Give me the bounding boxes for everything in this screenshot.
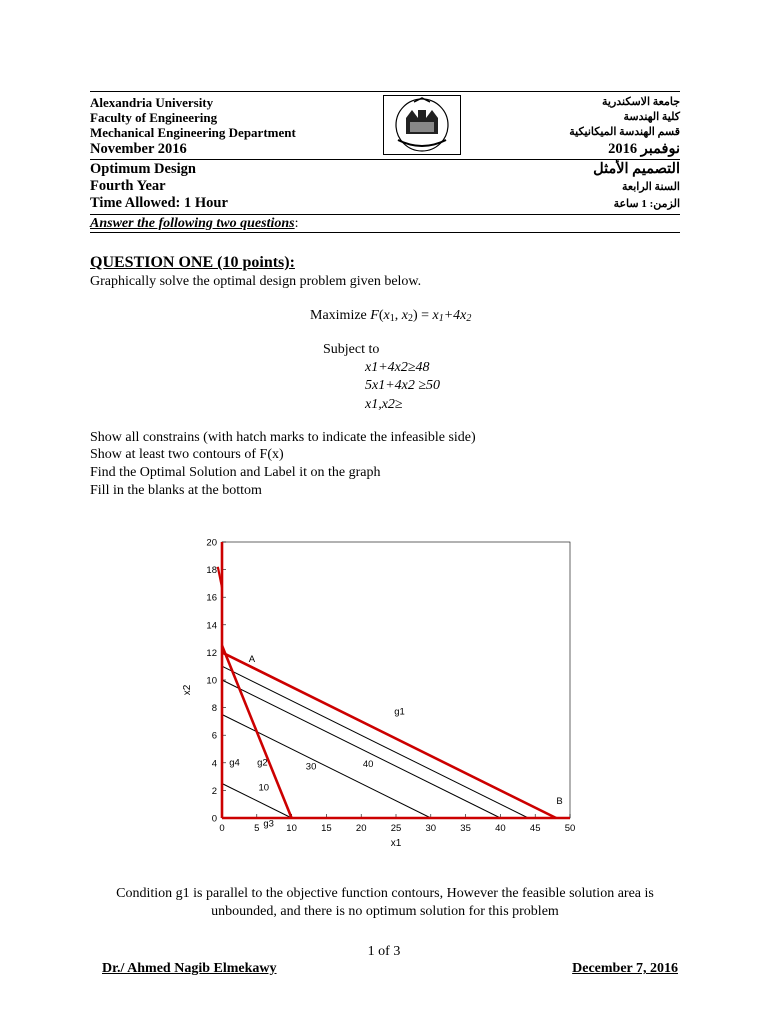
header-faculty: Faculty of Engineering	[90, 110, 218, 125]
contour-line	[222, 666, 528, 818]
conclusion-text: Condition g1 is parallel to the objective function contours, However the feasible solution area is unbounded, and there is no optimum solution for this problem	[116, 886, 654, 919]
y-tick-label: 6	[211, 730, 217, 742]
instructions-colon: :	[294, 216, 299, 231]
instruction-line-4: Fill in the blanks at the bottom	[90, 483, 262, 498]
footer-author: Dr./ Ahmed Nagib Elmekawy	[102, 961, 277, 976]
header-department-ar: قسم الهندسة الميكانيكية	[569, 126, 680, 138]
university-logo	[383, 95, 461, 155]
header-university-ar: جامعة الاسكندرية	[602, 96, 680, 108]
y-tick-label: 12	[206, 647, 217, 659]
chart-annotation-B: B	[556, 796, 563, 808]
header-year: Fourth Year	[90, 178, 166, 194]
header-bottom-rule	[90, 214, 680, 215]
subject-to: Subject to	[323, 342, 380, 357]
objective-contours	[222, 666, 528, 818]
chart-annotation-g1: g1	[394, 706, 405, 718]
chart-annotation-g2: g2	[257, 757, 268, 769]
header-top-rule	[90, 91, 680, 92]
x-tick-label: 35	[460, 823, 471, 834]
header-department: Mechanical Engineering Department	[90, 125, 296, 140]
x-tick-label: 5	[254, 823, 260, 834]
header-course: Optimum Design	[90, 161, 196, 177]
university-seal-icon	[384, 96, 460, 154]
chart-annotation-40: 40	[362, 758, 374, 770]
header-university: Alexandria University	[90, 95, 214, 110]
x-axis-label: x1	[390, 838, 402, 849]
x-tick-label: 20	[355, 823, 367, 834]
contour-line	[222, 715, 431, 819]
lp-graph	[170, 530, 600, 870]
chart-annotation-30: 30	[305, 761, 317, 773]
constraint-g1	[222, 652, 556, 818]
constraint-3: x1,x2≥	[365, 397, 403, 412]
footer-date: December 7, 2016	[572, 961, 678, 976]
header-date-ar: نوفمبر 2016	[608, 141, 680, 157]
instruction-line-3: Find the Optimal Solution and Label it on the graph	[90, 465, 381, 480]
chart-annotation-10: 10	[258, 782, 270, 794]
header-year-ar: السنة الرابعة	[622, 181, 680, 193]
chart-annotation-g3: g3	[263, 818, 274, 830]
header-date: November 2016	[90, 141, 187, 157]
header-mid-rule	[90, 159, 680, 160]
objective-prefix: Maximize	[310, 308, 371, 323]
header-faculty-ar: كلية الهندسة	[623, 111, 680, 123]
objective-function: Maximize $F(x_1$, $x_2) = x_1+4x_2$	[310, 308, 472, 324]
y-tick-label: 2	[211, 785, 217, 797]
y-axis-label: x2	[182, 684, 193, 696]
question-intro: Graphically solve the optimal design problem given below.	[90, 274, 422, 289]
x-tick-label: 30	[425, 823, 437, 834]
constraint-lines	[218, 542, 570, 818]
header-time-ar: الزمن: 1 ساعة	[613, 198, 680, 210]
instructions	[90, 216, 299, 232]
y-tick-label: 14	[206, 620, 217, 632]
y-tick-label: 4	[211, 758, 217, 770]
header-time: Time Allowed: 1 Hour	[90, 195, 228, 211]
x-tick-label: 10	[286, 823, 297, 834]
x-tick-label: 40	[495, 823, 506, 834]
chart-annotation-g4: g4	[229, 757, 240, 769]
y-tick-label: 10	[206, 675, 217, 687]
y-tick-label: 0	[211, 813, 217, 825]
constraint-g2	[222, 646, 292, 819]
instructions-text: Answer the following two questions	[90, 216, 295, 231]
question-title: QUESTION ONE (10 points):	[90, 254, 295, 271]
x-tick-label: 50	[564, 823, 576, 834]
y-tick-label: 16	[206, 592, 217, 604]
header-course-ar: التصميم الأمثل	[593, 161, 680, 177]
x-tick-label: 25	[390, 823, 402, 834]
x-tick-label: 0	[219, 823, 225, 834]
y-tick-label: 8	[211, 703, 217, 715]
instructions-rule	[90, 232, 680, 233]
constraint-1: x1+4x2≥48	[365, 360, 430, 375]
instruction-line-2: Show at least two contours of F(x)	[90, 447, 284, 462]
chart-annotation-A: A	[248, 654, 256, 666]
x-tick-label: 15	[321, 823, 332, 834]
instruction-line-1: Show all constrains (with hatch marks to indicate the infeasible side)	[90, 430, 476, 445]
y-tick-label: 20	[206, 537, 217, 549]
constraint-2: 5x1+4x2 ≥50	[365, 378, 441, 393]
page-number: 1 of 3	[367, 944, 401, 959]
x-tick-label: 45	[529, 823, 541, 834]
y-tick-label: 18	[206, 565, 217, 577]
